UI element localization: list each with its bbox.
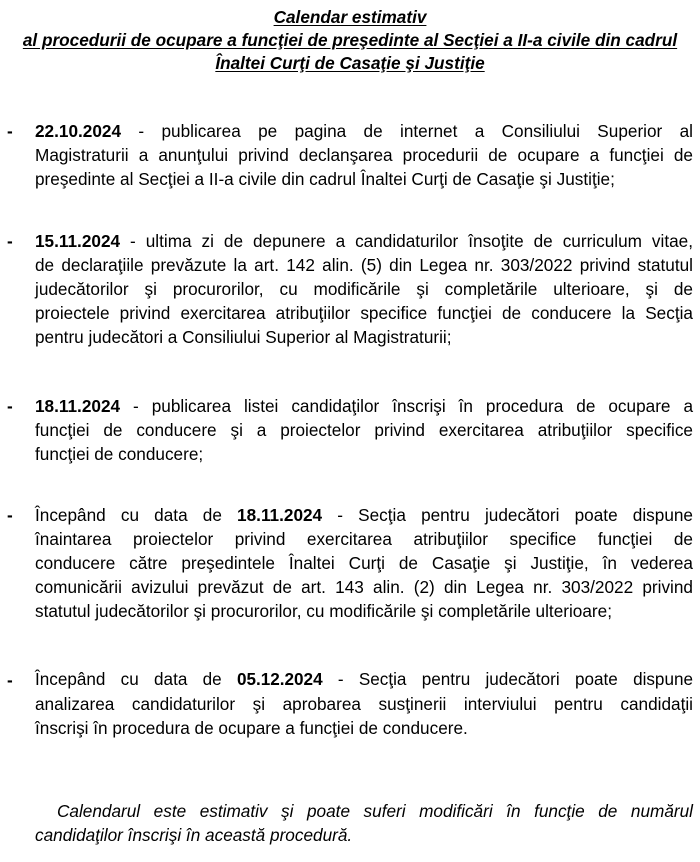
- bullet-dash: -: [7, 670, 13, 690]
- item-line: înaintarea proiectelor privind exercitarea atribuţiilor specifice funcţiei de: [35, 529, 693, 549]
- item-line: 15.11.2024 - ultima zi de depunere a candidaturilor însoţite de curriculum vitae,: [35, 231, 693, 251]
- item-text: [35, 119, 693, 191]
- item-line: statutul judecătorilor şi procurorilor, cu modificările şi completările ulterioare;: [35, 601, 612, 621]
- note-line: Calendarul este estimativ şi poate suferi modificări în funcţie de numărul: [57, 801, 693, 821]
- item-text: [35, 503, 693, 623]
- document-title: [0, 6, 700, 75]
- item-line: înscrişi în procedura de ocupare a funcţiei de conducere.: [35, 718, 468, 738]
- item-line: analizarea candidaturilor şi aprobarea susţinerii interviului pentru candidaţii: [35, 694, 693, 714]
- item-line: Începând cu data de 18.11.2024 - Secţia pentru judecători poate dispune: [35, 505, 693, 525]
- item-line: funcţiei de conducere şi a proiectelor privind exercitarea atribuţiilor specifice: [35, 420, 693, 440]
- item-line: 22.10.2024 - publicarea pe pagina de internet a Consiliului Superior al: [35, 121, 693, 141]
- item-line: pentru judecători a Consiliului Superior al Magistraturii;: [35, 327, 452, 347]
- bullet-dash: -: [7, 121, 13, 141]
- closing-note: [35, 799, 693, 847]
- item-text: [35, 394, 693, 466]
- bullet-dash: -: [7, 505, 13, 525]
- item-date: 22.10.2024: [35, 121, 122, 141]
- item-line: preşedinte al Secţiei a II-a civile din cadrul Înaltei Curţi de Casaţie şi Justiţie;: [35, 169, 615, 189]
- title-line-1: Calendar estimativ: [273, 7, 427, 27]
- item-line: de declaraţiile prevăzute la art. 142 alin. (5) din Legea nr. 303/2022 privind statutul: [35, 255, 693, 275]
- item-line: funcţiei de conducere;: [35, 444, 204, 464]
- item-line: proiectele privind exercitarea atribuţiilor specifice funcţiei de conducere la Secţia: [35, 303, 693, 323]
- title-line-2: al procedurii de ocupare a funcţiei de preşedinte al Secţiei a II-a civile din cadrul: [22, 30, 678, 50]
- item-date: 18.11.2024: [237, 505, 323, 525]
- item-text: [35, 229, 693, 349]
- note-line: candidaţilor înscrişi în această procedură.: [35, 825, 353, 845]
- item-line: Magistraturii a anunţului privind declanşarea procedurii de ocupare a funcţiei de: [35, 145, 693, 165]
- item-date: 18.11.2024: [35, 396, 121, 416]
- item-date: 15.11.2024: [35, 231, 121, 251]
- item-line: Începând cu data de 05.12.2024 - Secţia pentru judecători poate dispune: [35, 670, 693, 689]
- item-line: 18.11.2024 - publicarea listei candidaţilor înscrişi în procedura de ocupare a: [35, 396, 693, 416]
- bullet-dash: -: [7, 396, 13, 416]
- item-line: comunicării avizului prevăzut de art. 143 alin. (2) din Legea nr. 303/2022 privind: [35, 577, 693, 597]
- item-date: 05.12.2024: [236, 670, 323, 689]
- bullet-dash: -: [7, 231, 13, 251]
- item-text: [35, 668, 693, 740]
- item-line: judecătorilor şi procurorilor, cu modificările şi completările ulterioare, şi de: [35, 279, 693, 299]
- item-line: conducere către preşedintele Înaltei Curţi de Casaţie şi Justiţie, în vederea: [35, 553, 693, 573]
- title-line-3: Înaltei Curţi de Casaţie şi Justiţie: [215, 53, 485, 73]
